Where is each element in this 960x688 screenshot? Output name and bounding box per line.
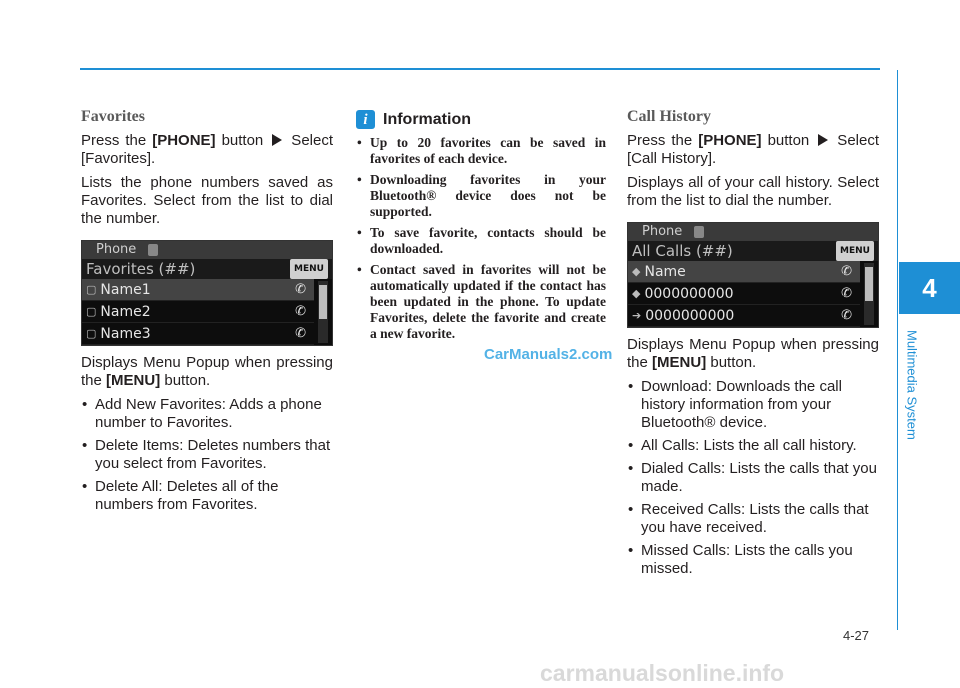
screen-list xyxy=(628,261,860,327)
screen-title: Favorites (##) xyxy=(86,260,196,278)
list-item[interactable] xyxy=(82,301,314,323)
list-item: • Downloading favorites in your Bluetooth® device does not be supported. xyxy=(356,172,606,220)
chapter-title: Multimedia System xyxy=(904,330,920,440)
call-history-step xyxy=(627,132,879,168)
menu-button-label: [MENU] xyxy=(652,354,707,371)
bluetooth-icon xyxy=(148,244,158,256)
list-item[interactable] xyxy=(628,283,860,305)
footer-watermark: carmanualsonline.info xyxy=(540,660,785,686)
list-item-left xyxy=(86,281,151,299)
step-text: Press the xyxy=(81,132,153,149)
phone-button-label: [PHONE] xyxy=(698,132,762,149)
call-history-menu-text xyxy=(627,336,879,372)
call-history-description: Displays all of your call history. Select from the list to dial the number. xyxy=(627,174,879,209)
list-item-label: Name3 xyxy=(100,325,151,342)
phone-icon: ✆ xyxy=(841,263,852,279)
scrollbar-thumb[interactable] xyxy=(319,285,327,319)
favorites-heading: Favorites xyxy=(81,108,145,125)
list-item: • Download: Downloads the call history information from your Bluetooth® device. xyxy=(627,378,879,432)
scrollbar[interactable] xyxy=(864,263,874,325)
scrollbar[interactable] xyxy=(318,281,328,343)
information-title: Information xyxy=(383,110,471,128)
list-item-label: Name1 xyxy=(100,281,151,298)
step-text: button xyxy=(215,132,270,149)
call-history-menu-list xyxy=(627,378,879,578)
favorites-menu-list xyxy=(81,396,333,514)
call-history-screen xyxy=(627,222,879,328)
menu-button-label: [MENU] xyxy=(106,372,161,389)
phone-icon: ✆ xyxy=(295,303,306,319)
screen-list xyxy=(82,279,314,345)
list-item[interactable] xyxy=(628,261,860,283)
contact-icon: ▢ xyxy=(86,282,97,296)
list-item-left xyxy=(632,307,734,325)
menu-text: button. xyxy=(160,372,211,389)
list-item: • Delete Items: Deletes numbers that you select from Favorites. xyxy=(81,437,333,473)
screen-topbar xyxy=(82,241,332,259)
arrow-right-icon xyxy=(818,134,828,146)
screen-body xyxy=(82,279,332,345)
phone-icon: ✆ xyxy=(295,325,306,341)
list-item: • All Calls: Lists the all call history. xyxy=(627,437,879,455)
favorites-section xyxy=(81,108,333,519)
received-call-icon: ◆ xyxy=(632,286,641,300)
list-item-label: Name2 xyxy=(100,303,151,320)
dialed-call-icon: ◆ xyxy=(632,264,641,278)
list-item-left xyxy=(86,303,151,321)
watermark: CarManuals2.com xyxy=(484,346,613,363)
list-item: • Dialed Calls: Lists the calls that you made. xyxy=(627,460,879,496)
list-item: • Up to 20 favorites can be saved in favorites of each device. xyxy=(356,135,606,167)
step-text: Press the xyxy=(627,132,699,149)
screen-top-label: Phone xyxy=(642,224,683,239)
list-item-label: Name xyxy=(644,263,686,280)
bluetooth-icon xyxy=(694,226,704,238)
favorites-step xyxy=(81,132,333,168)
favorites-description: Lists the phone numbers saved as Favorites. Select from the list to dial the number. xyxy=(81,174,333,227)
outgoing-call-icon: ➔ xyxy=(632,308,642,322)
list-item[interactable] xyxy=(628,305,860,327)
screen-header xyxy=(628,241,878,261)
list-item[interactable] xyxy=(82,279,314,301)
menu-button[interactable]: MENU xyxy=(290,259,328,279)
menu-text: Displays Menu Popup when pressing the xyxy=(627,336,879,371)
screen-top-label: Phone xyxy=(96,242,137,257)
screen-topbar xyxy=(628,223,878,241)
list-item: • Add New Favorites: Adds a phone number to Favorites. xyxy=(81,396,333,432)
menu-button[interactable]: MENU xyxy=(836,241,874,261)
contact-icon: ▢ xyxy=(86,304,97,318)
info-icon: i xyxy=(356,110,375,129)
list-item-label: 0000000000 xyxy=(644,285,734,302)
list-item: • Delete All: Deletes all of the numbers from Favorites. xyxy=(81,478,333,514)
list-item-label: 0000000000 xyxy=(645,307,735,324)
screen-title: All Calls (##) xyxy=(632,242,733,260)
phone-icon: ✆ xyxy=(295,281,306,297)
arrow-right-icon xyxy=(272,134,282,146)
screen-body xyxy=(628,261,878,327)
phone-icon: ✆ xyxy=(841,307,852,323)
phone-icon: ✆ xyxy=(841,285,852,301)
information-header xyxy=(356,110,606,129)
list-item-left xyxy=(632,285,734,303)
top-rule xyxy=(80,68,880,70)
menu-text: button. xyxy=(706,354,757,371)
step-text: Select [Call History]. xyxy=(627,132,879,167)
step-text: button xyxy=(761,132,816,149)
list-item: • Missed Calls: Lists the calls you missed. xyxy=(627,542,879,578)
menu-text: Displays Menu Popup when pressing the xyxy=(81,354,333,389)
call-history-section xyxy=(627,108,879,583)
step-text: Select [Favorites]. xyxy=(81,132,333,167)
list-item-left xyxy=(86,325,151,343)
information-list xyxy=(356,135,606,342)
favorites-screen xyxy=(81,240,333,346)
contact-icon: ▢ xyxy=(86,326,97,340)
screen-header xyxy=(82,259,332,279)
call-history-heading: Call History xyxy=(627,108,711,125)
list-item: • Contact saved in favorites will not be automatically updated if the contact has been updated in the phone. To update Favorites, delete the favorite and create a new favorite. xyxy=(356,262,606,342)
information-section xyxy=(356,108,606,347)
list-item: • Received Calls: Lists the calls that you have received. xyxy=(627,501,879,537)
chapter-tab: 4 xyxy=(899,262,960,314)
list-item[interactable] xyxy=(82,323,314,345)
favorites-menu-text xyxy=(81,354,333,390)
list-item-left xyxy=(632,263,686,281)
page-number: 4-27 xyxy=(843,628,870,643)
list-item: • To save favorite, contacts should be downloaded. xyxy=(356,225,606,257)
scrollbar-thumb[interactable] xyxy=(865,267,873,301)
phone-button-label: [PHONE] xyxy=(152,132,216,149)
